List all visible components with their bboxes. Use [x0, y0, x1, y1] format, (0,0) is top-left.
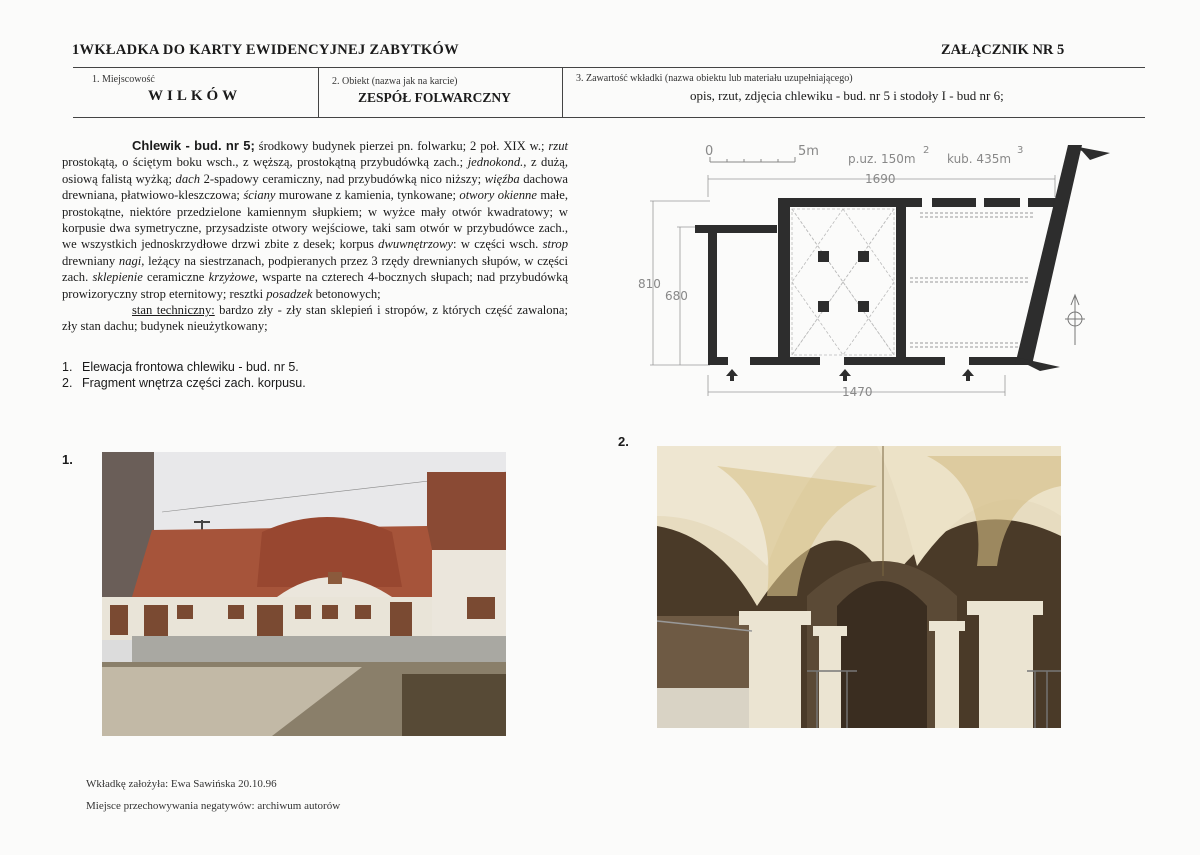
technical-condition-text: bardzo zły - zły stan sklepień i stropów, z których część zawalona; zły stan dachu; budynek nieużytkowany; [62, 303, 568, 334]
author-note: Wkładkę założyła: Ewa Sawińska 20.10.96 [86, 778, 277, 790]
plan-vaults [792, 209, 894, 355]
north-arrow-icon [1065, 295, 1085, 345]
entrance-arrows [726, 369, 974, 381]
plan-pillars [818, 251, 869, 312]
dimension-1690: 1690 [865, 172, 896, 186]
photo-vaulted-interior [657, 446, 1061, 728]
caption-1: 1. Elewacja frontowa chlewiku - bud. nr 5. [62, 360, 299, 374]
dimension-680: 680 [665, 289, 688, 303]
header-bottom-rule [73, 117, 1145, 118]
usable-area: p.uz. 150m [848, 152, 916, 166]
header-top-rule [73, 67, 1145, 68]
photo-captions [62, 359, 306, 391]
photo-1-number: 1. [62, 452, 73, 467]
building-description: Chlewik - bud. nr 5; środkowy budynek pierzei pn. folwarku; 2 poł. XIX w.; rzut prostokątą, o ściętym boku wsch., z węższą, prostokątną przybudówką zach.; jednokond., z dużą, osiową falistą wyżką; dach 2-spadowy ceramiczny, nad przybudówką nico niższy; więźba dachowa drewniana, płatwiowo-kleszczowa; ściany murowane z kamienia, tynkowane; otwory okienne małe, prostokątne, niektóre przedzielone kamiennym słupkiem; w wyżce mały otwór kwadratowy; w korpusie dwa symetryczne, przysadziste otwory wejściowe, taki sam otwór w przybudówce zach., we wszystkich jednoskrzydłowe drzwi zbite z desek; korpus dwuwnętrzowy: w części wsch. strop drewniany nagi, leżący na siestrzanach, podpieranych przez 3 rzędy drewnianych słupów, w części zach. sklepienie ceramiczne krzyżowe, wsparte na czterech 4-bocznych słupach; nad przybudówką prowizoryczny strop eternitowy; resztki posadzek betonowych; stan techniczny: bardzo zły - zły stan sklepień i stropów, z których część zawalona; zły stan dachu; budynek nieużytkowany; [62, 138, 569, 334]
storage-note: Miejsce przechowywania negatywów: archiwum autorów [86, 800, 341, 812]
scale-bar [710, 157, 795, 162]
locality-value: WILKÓW [148, 88, 242, 104]
svg-text:2: 2 [923, 145, 930, 156]
cubature: kub. 435m [947, 152, 1012, 166]
contents-value: opis, rzut, zdjęcia chlewiku - bud. nr 5 i stodoły I - bud nr 6; [690, 88, 1004, 103]
dimension-810: 810 [638, 277, 661, 291]
attachment-number: ZAŁĄCZNIK NR 5 [941, 42, 1065, 58]
description-lead: Chlewik - bud. nr 5; [132, 138, 255, 153]
floor-plan [620, 135, 1130, 410]
contents-label: 3. Zawartość wkładki (nazwa obiektu lub materiału uzupełniającego) [576, 73, 853, 84]
scale-zero: 0 [705, 144, 714, 159]
photo-pigsty-facade [102, 452, 506, 736]
caption-2: 2. Fragment wnętrza części zach. korpusu. [62, 376, 306, 390]
technical-condition-label: stan techniczny: [132, 303, 215, 318]
object-label: 2. Obiekt (nazwa jak na karcie) [332, 76, 458, 87]
scale-five: 5m [798, 144, 819, 159]
locality-label: 1. Miejscowość [92, 74, 155, 85]
field-divider-2 [562, 67, 563, 118]
svg-text:3: 3 [1017, 145, 1024, 156]
dimension-1470: 1470 [842, 385, 873, 399]
plan-beams [910, 213, 1035, 347]
photo-2-number: 2. [618, 434, 629, 449]
form-title: 1WKŁADKA DO KARTY EWIDENCYJNEJ ZABYTKÓW [72, 42, 459, 58]
field-divider-1 [318, 67, 319, 118]
object-value: ZESPÓŁ FOLWARCZNY [358, 90, 511, 105]
